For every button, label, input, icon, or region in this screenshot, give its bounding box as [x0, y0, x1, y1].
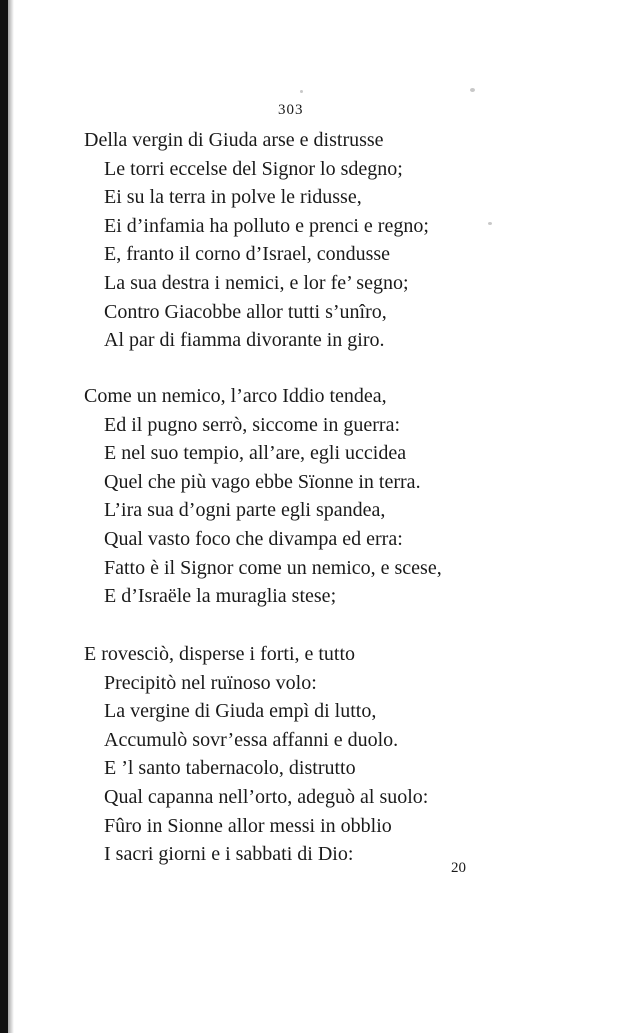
verse-line: Ei su la terra in polve le ridusse,: [104, 186, 362, 209]
verse-line: Come un nemico, l’arco Iddio tendea,: [84, 385, 387, 407]
verse-line: Della vergin di Giuda arse e distrusse: [84, 129, 384, 151]
verse-line: E rovesciò, disperse i forti, e tutto: [84, 643, 356, 665]
verse-line: La vergine di Giuda empì di lutto,: [104, 700, 377, 723]
verse-line: Qual capanna nell’orto, adeguò al suolo:: [104, 785, 429, 808]
verse-line: Fûro in Sionne allor messi in obblio: [104, 814, 392, 837]
signature-mark: 20: [451, 860, 466, 876]
verse-line: L’ira sua d’ogni parte egli spandea,: [104, 499, 386, 522]
stanza-3: [84, 640, 428, 869]
verse-line: La sua destra i nemici, e lor fe’ segno;: [104, 271, 409, 294]
verse-line: Accumulò sovr’essa affanni e duolo.: [104, 728, 399, 751]
gutter-shade: [8, 0, 14, 1033]
verse-line: Precipitò nel ruïnoso volo:: [104, 671, 317, 694]
verse-line: Fatto è il Signor come un nemico, e scese,: [104, 556, 442, 579]
verse-line: Qual vasto foco che divampa ed erra:: [104, 527, 403, 550]
stanza-1: [84, 126, 429, 355]
verse-line: Al par di fiamma divorante in giro.: [104, 329, 385, 352]
verse-line: E ’l santo tabernacolo, distrutto: [104, 757, 356, 780]
verse-line: Le torri eccelse del Signor lo sdegno;: [104, 157, 403, 180]
verse-line: Ed il pugno serrò, siccome in guerra:: [104, 413, 401, 436]
verse-line: Ei d’infamia ha polluto e prenci e regno;: [104, 214, 429, 237]
verse-line: Quel che più vago ebbe Sïonne in terra.: [104, 470, 421, 493]
book-spine-shadow: [0, 0, 8, 1033]
stanza-2: [84, 382, 442, 611]
paper-speck: [488, 222, 492, 225]
verse-line: E nel suo tempio, all’are, egli uccidea: [104, 442, 407, 465]
paper-speck: [300, 90, 303, 93]
verse-line: Contro Giacobbe allor tutti s’unîro,: [104, 300, 387, 323]
verse-line: E d’Israële la muraglia stese;: [104, 585, 337, 608]
page-number: 303: [278, 102, 304, 118]
verse-line: I sacri giorni e i sabbati di Dio:: [104, 843, 354, 866]
verse-line: E, franto il corno d’Israel, condusse: [104, 243, 391, 266]
paper-speck: [470, 88, 475, 92]
